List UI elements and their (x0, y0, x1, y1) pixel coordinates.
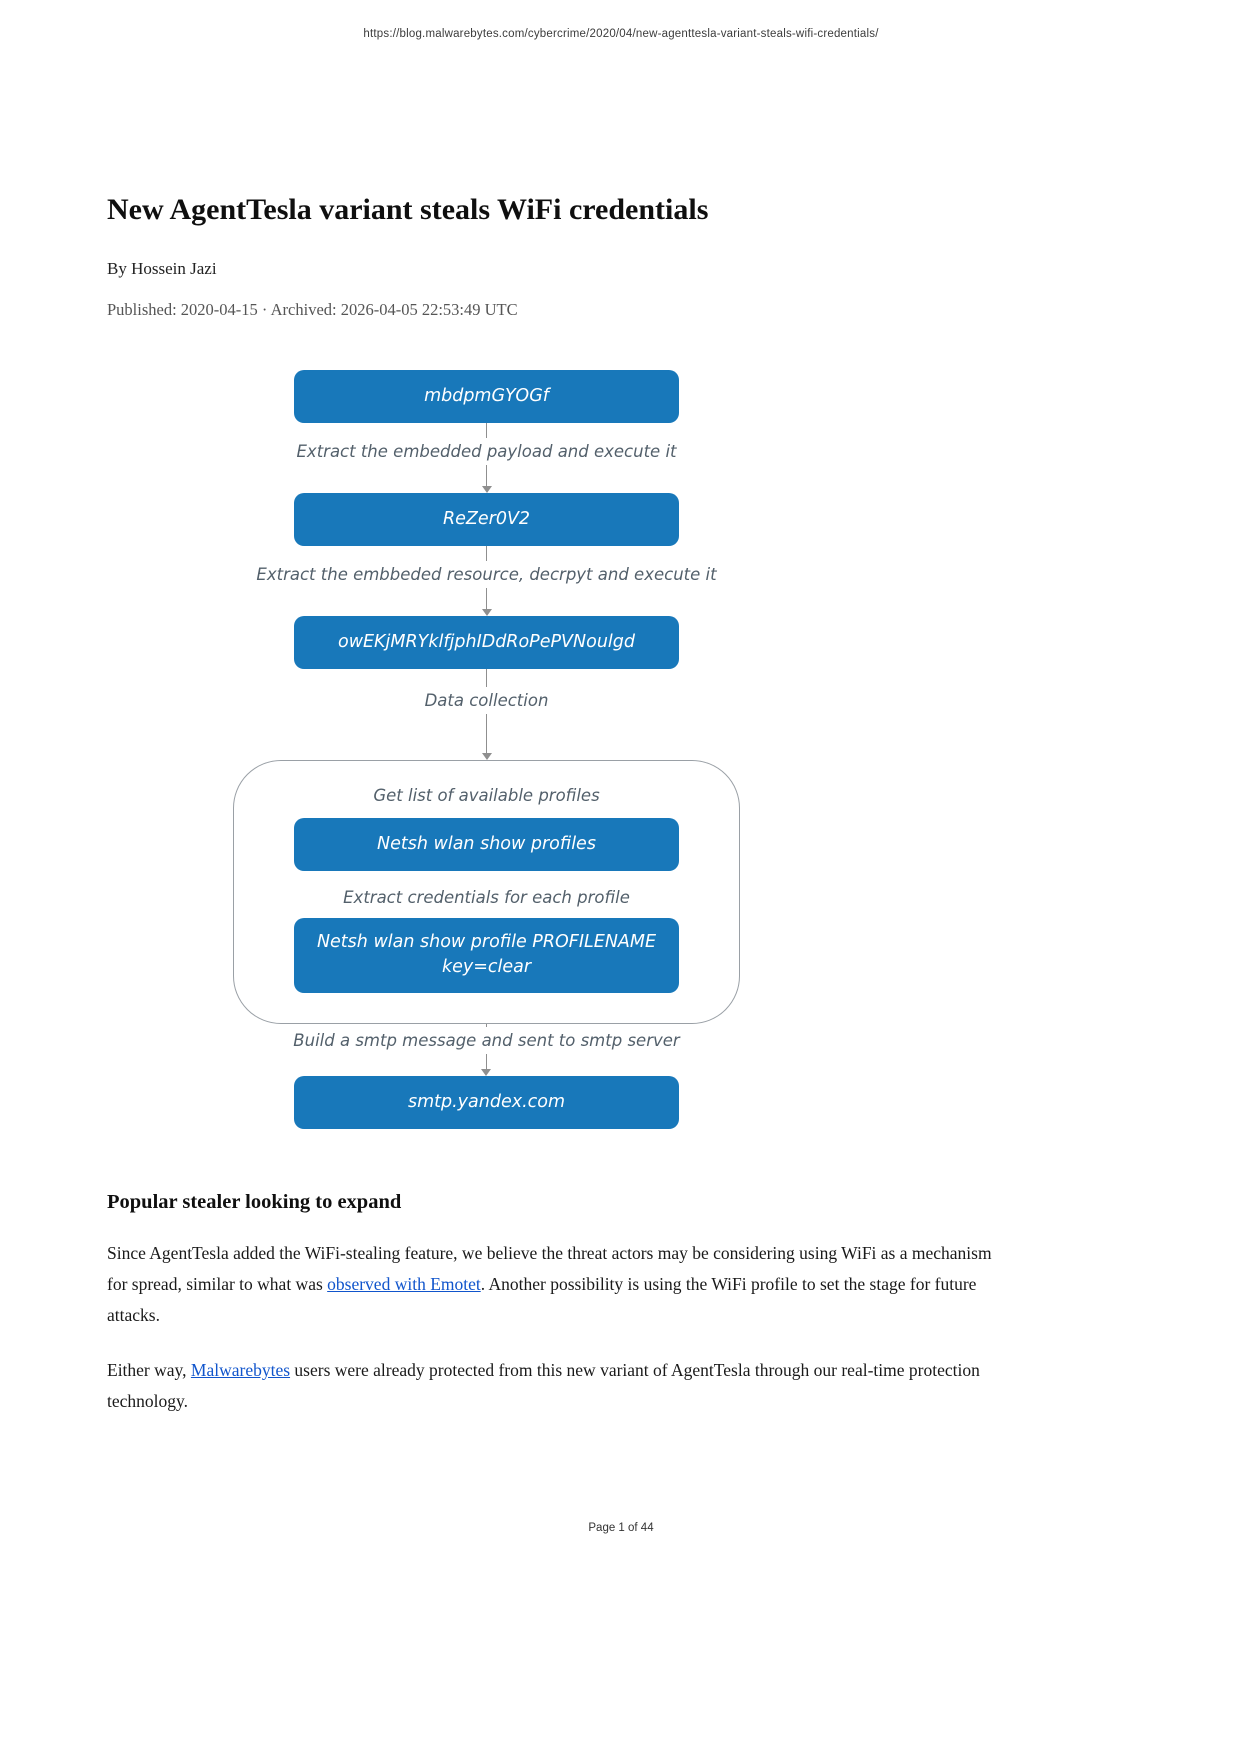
flow-connector (256, 546, 716, 616)
edge-label-extract-resource: Extract the embbeded resource, decrpyt and execute it (256, 565, 717, 584)
connector-line (486, 714, 487, 754)
connector-line (486, 588, 487, 610)
arrow-down-icon (482, 609, 492, 616)
flow-node-netsh-key-clear: Netsh wlan show profile PROFILENAME key=clear (294, 918, 679, 993)
flow-connector (297, 423, 677, 493)
paragraph-1 (107, 1238, 1012, 1331)
page-number-footer: Page 1 of 44 (588, 1522, 654, 1534)
section-heading: Popular stealer looking to expand (107, 1190, 402, 1213)
arrow-down-icon (482, 486, 492, 493)
paragraph-text: Since AgentTesla added the WiFi-stealing feature, we believe the threat actors may be considering using WiFi as a mechanism for spread, similar to what was (107, 1242, 992, 1294)
connector-line (486, 1024, 487, 1027)
connector-line (486, 465, 487, 487)
edge-label-extract-payload: Extract the embedded payload and execute it (296, 442, 677, 461)
article-published-line: Published: 2020-04-15 · Archived: 2026-04-05 22:53:49 UTC (107, 300, 518, 319)
page-title: New AgentTesla variant steals WiFi credentials (107, 193, 709, 226)
flow-connector (293, 1024, 679, 1076)
arrow-down-icon (482, 753, 492, 760)
paragraph-2 (107, 1355, 1012, 1417)
wifi-profile-group (233, 760, 740, 1024)
paragraph-text: Either way, (107, 1360, 191, 1381)
connector-line (486, 1054, 487, 1070)
flow-connector (425, 669, 549, 760)
flow-node-rezer0v2: ReZer0V2 (294, 493, 679, 546)
connector-line (486, 423, 487, 438)
group-label-extract-credentials: Extract credentials for each profile (343, 888, 630, 907)
flow-node-smtp-server: smtp.yandex.com (294, 1076, 679, 1129)
paragraph-text: users were already protected from this new variant of AgentTesla through our real-time protection technology. (107, 1360, 980, 1412)
flow-node-netsh-show-profiles: Netsh wlan show profiles (294, 818, 679, 871)
archive-header-url: https://blog.malwarebytes.com/cybercrime/2020/04/new-agenttesla-variant-steals-wifi-credentials/ (363, 28, 879, 40)
observed-with-emotet-link[interactable]: observed with Emotet (327, 1273, 481, 1294)
malwarebytes-link[interactable]: Malwarebytes (190, 1360, 291, 1381)
connector-line (486, 669, 487, 687)
article-byline: By Hossein Jazi (107, 259, 217, 278)
paragraph-text: . Another possibility is using the WiFi profile to set the stage for future attacks. (107, 1273, 977, 1326)
article-content (107, 0, 1012, 1417)
flow-node-payload: owEKjMRYklfjphIDdRoPePVNoulgd (294, 616, 679, 669)
edge-label-build-smtp: Build a smtp message and sent to smtp server (293, 1030, 680, 1050)
connector-line (486, 546, 487, 561)
group-label-get-profiles: Get list of available profiles (373, 786, 600, 805)
edge-label-data-collection: Data collection (424, 691, 549, 710)
flow-node-dropper: mbdpmGYOGf (294, 370, 679, 423)
flow-diagram (233, 370, 740, 1129)
arrow-down-icon (481, 1069, 491, 1076)
